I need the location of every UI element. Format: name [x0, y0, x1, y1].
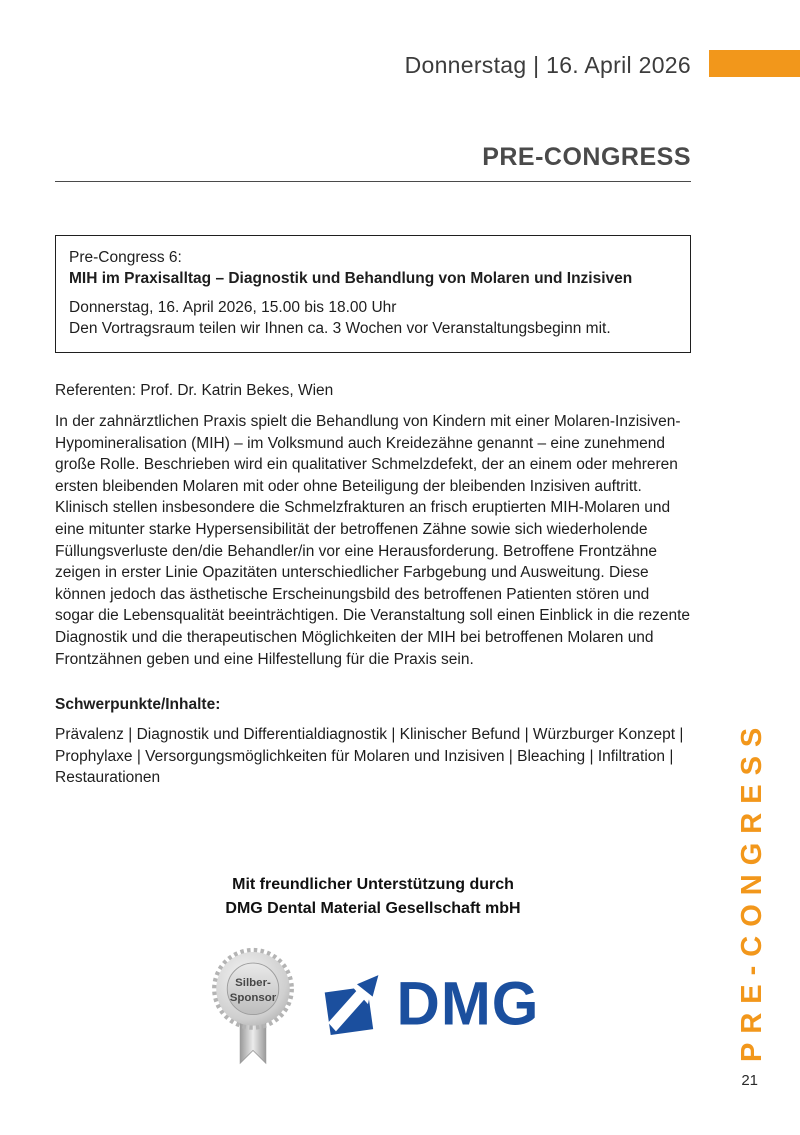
event-datetime: Donnerstag, 16. April 2026, 15.00 bis 18.00 Uhr: [69, 299, 397, 316]
event-room-note: Den Vortragsraum teilen wir Ihnen ca. 3 Wochen vor Veranstaltungsbeginn mit.: [69, 320, 611, 337]
sponsor-logos-row: [55, 941, 691, 1067]
topics-heading: Schwerpunkte/Inhalte:: [55, 696, 221, 714]
page-number: 21: [741, 1072, 758, 1089]
speakers-line: Referenten: Prof. Dr. Katrin Bekes, Wien: [55, 382, 334, 399]
badge-label-line1: Silber-: [234, 976, 271, 989]
dmg-logo: [319, 971, 540, 1037]
header-date: Donnerstag | 16. April 2026: [404, 52, 691, 78]
event-box-spacer: [69, 289, 677, 297]
sponsor-support-line1: Mit freundlicher Unterstützung durch: [232, 875, 514, 893]
accent-bar: [709, 50, 800, 77]
event-title: MIH im Praxisalltag – Diagnostik und Behandlung von Molaren und Inzisiven: [69, 270, 633, 287]
event-pretitle: Pre-Congress 6:: [69, 249, 182, 266]
badge-label-line2: Sponsor: [229, 991, 276, 1004]
event-description: In der zahnärztlichen Praxis spielt die Behandlung von Kindern mit einer Molaren-Inzisiven-Hypomineralisation (MIH) – im Volksmund auch Kreidezähne genannt – eine zunehmend große Rolle. Beschrieben wird ein qualitativer Schmelzdefekt, der an einem oder mehreren ersten bleibenden Molaren mit oder ohne Beteiligung der bleibenden Inzisiven auftritt. Klinisch stellen insbesondere die Schmelzfrakturen an frisch eruptierten MIH-Molaren und eine mitunter starke Hypersensibilität der betroffenen Zähne sowie sich wiederholende Füllungsverluste den/die Behandler/in vor eine Herausforderung. Betroffene Frontzähne zeigen in erster Linie Opazitäten unterschiedlicher Farbgebung und Ausweitung. Diese können jedoch das ästhetische Erscheinungsbild des betroffenen Patienten stören und sogar die Lebensqualität beeinträchtigen. Die Veranstaltung soll einen Einblick in die rezente Diagnostik und die therapeutischen Möglichkeiten der MIH bei betroffenen Molaren und Frontzähnen geben und eine Hilfestellung für die Praxis sein.: [55, 413, 691, 668]
title-divider: [55, 181, 691, 182]
sidebar-vertical-label: PRE-CONGRESS: [736, 718, 768, 1062]
silver-sponsor-badge-icon: [207, 941, 299, 1067]
sponsor-support-line2: DMG Dental Material Gesellschaft mbH: [225, 899, 521, 917]
dmg-arrow-icon: [319, 971, 385, 1037]
event-box: [55, 235, 691, 353]
topics-list: Prävalenz | Diagnostik und Differentialdiagnostik | Klinischer Befund | Würzburger Konzept | Prophylaxe | Versorgungsmöglichkeiten für Molaren und Inzisiven | Bleaching | Infiltration | Restaurationen: [55, 726, 684, 787]
content-column: [55, 0, 691, 1067]
dmg-logo-text: DMG: [396, 969, 540, 1038]
sponsor-section: [55, 873, 691, 1067]
section-title: PRE-CONGRESS: [482, 143, 691, 171]
